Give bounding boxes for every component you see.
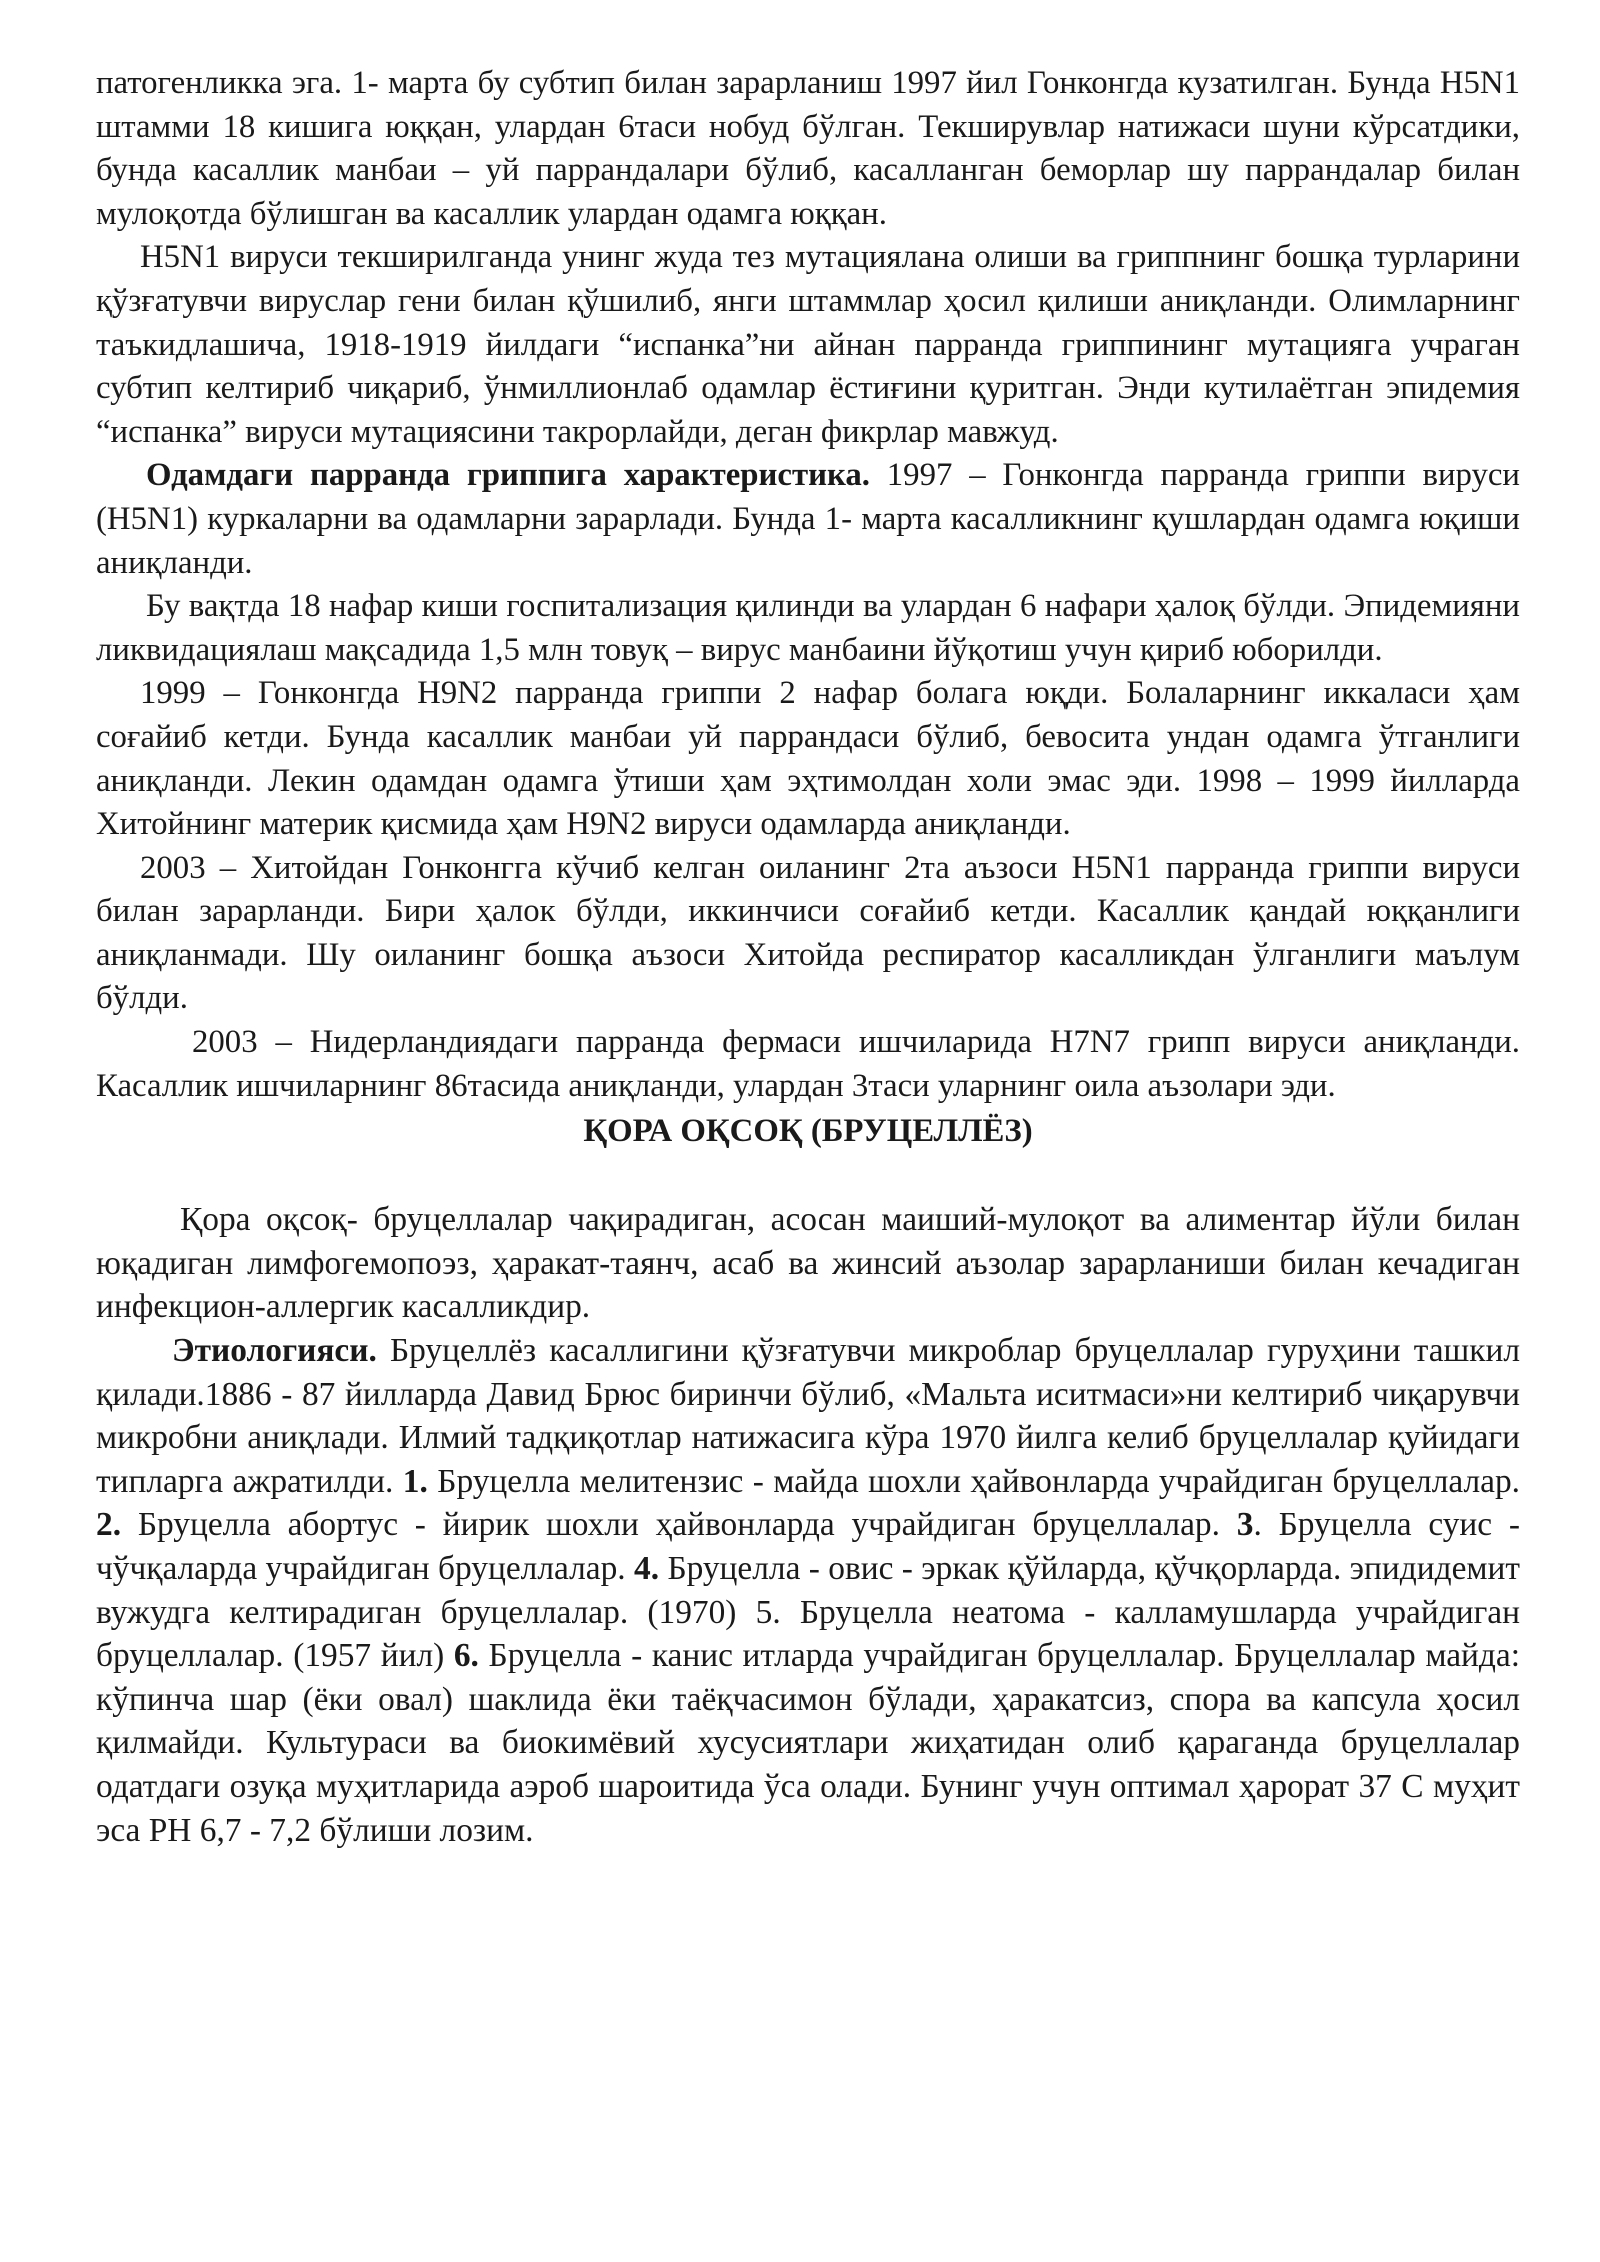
paragraph-text: H5N1 вируси текширилганда унинг жуда тез мутациялана олиши ва гриппнинг бошқа турларини қўзғатувчи вируслар гени билан қўшилиб, янги штаммлар ҳосил қилиши аниқланди. Олимларнинг таъкидлашича, 1918-1919 йилдаги “испанка”ни айнан парранда гриппининг мутацияга учраган субтип келтириб чиқариб, ўнмиллионлаб одамлар ёстиғини қуритган. Энди кутилаётган эпидемия “испанка” вируси мутациясини такрорлайди, деган фикрлар мавжуд. [96,239,1520,450]
paragraph-brucellosis-definition [96,1198,1520,1329]
paragraph-1999-h9n2 [96,672,1520,846]
etiology-number-3: 3 [1236,1506,1254,1544]
etiology-label: Этиологияси. [172,1332,377,1370]
paragraph-heading-bold: Одамдаги парранда гриппига характеристика. [146,457,870,494]
paragraph-text: 2003 – Хитойдан Гонконгга кўчиб келган оиланинг 2та аъзоси H5N1 парранда гриппи вируси билан зарарланди. Бири ҳалок бўлди, иккинчиси соғайиб кетди. Касаллик қандай юққанлиги аниқланмади. Шу оиланинг бошқа аъзоси Хитойда респиратор касалликдан ўлганлиги маълум бўлди. [96,849,1520,1017]
paragraph-text: 1997 – Гонконгда парранда гриппи вируси (H5N1) куркаларни ва одамларни зарарлади. Бунда 1- марта касалликнинг қушлардан одамга юқиши аниқланди. [96,457,1520,581]
brucellosis-section [96,1198,1520,1852]
paragraph-text: патогенликка эга. 1- марта бу субтип билан зарарланиш 1997 йил Гонконгда кузатилган. Бунда H5N1 штамми 18 кишига юққан, улардан 6таси нобуд бўлган. Текширувлар натижаси шуни кўрсатдики, бунда касаллик манбаи – уй паррандалари бўлиб, касалланган беморлар шу паррандалар билан мулоқотда бўлишган ва касаллик улардан одамга юққан. [96,65,1520,232]
paragraph-etiology [96,1329,1520,1852]
etiology-text-4: . Бруцелла суис - чўчқаларда учрайдиган бруцеллалар. [96,1506,1520,1587]
etiology-text-6: Бруцелла - канис итларда учрайдиган бруцеллалар. Бруцеллалар майда: кўпинча шар (ёки овал) шаклида ёки таёқчасимон бўлади, ҳаракатсиз, спора ва капсула ҳосил қилмайди. Культураси ва биокимёвий хусусиятлари жиҳатидан олиб қараганда бруцеллалар одатдаги озуқа муҳитларида аэроб шароитида ўса олади. Бунинг учун оптимал ҳарорат 37 С муҳит эса РН 6,7 - 7,2 бўлиши лозим. [96,1637,1520,1849]
paragraph-text: 2003 – Нидерландиядаги парранда фермаси ишчиларида H7N7 грипп вируси аниқланди. Касаллик ишчиларнинг 86тасида аниқланди, улардан 3таси уларнинг оила аъзолари эди. [96,1024,1520,1104]
document-page [96,62,1520,1852]
etiology-number-1: 1. [402,1462,428,1500]
etiology-text-2: Бруцелла мелитензис - майда шохли ҳайвонларда учрайдиган бруцеллалар. [427,1462,1521,1500]
etiology-text-5: Бруцелла - овис - эркак қўйларда, қўчқорларда. эпидидемит вужудга келтирадиган бруцеллалар. (1970) 5. Бруцелла неатома - калламушларда учрайдиган бруцеллалар. (1957 йил) [96,1550,1520,1675]
paragraph-text: Қора оқсоқ- бруцеллалар чақирадиган, асосан маиший-мулоқот ва алиментар йўли билан юқадиган лимфогемопоэз, ҳаракат-таянч, асаб ва жинсий аъзолар зарарланиши билан кечадиган инфекцион-аллергик касалликдир. [96,1201,1520,1326]
paragraph-2003-netherlands [96,1021,1520,1108]
etiology-number-2: 2. [96,1506,122,1544]
paragraph-text: 1999 – Гонконгда H9N2 парранда гриппи 2 нафар болага юқди. Болаларнинг иккаласи ҳам соғайиб кетди. Бунда касаллик манбаи уй паррандаси бўлиб, бевосита ундан одамга ўтганлиги аниқланди. Лекин одамдан одамга ўтиши ҳам эҳтимолдан холи эмас эди. 1998 – 1999 йилларда Хитойнинг материк қисмида ҳам H9N2 вируси одамларда аниқланди. [96,675,1520,843]
paragraph-2003-china [96,847,1520,1021]
etiology-number-4: 4. [634,1550,660,1587]
etiology-text-3: Бруцелла абортус - йирик шохли ҳайвонларда учрайдиган бруцеллалар. [121,1506,1237,1544]
paragraph-text: Бу вақтда 18 нафар киши госпитализация қилинди ва улардан 6 нафари ҳалоқ бўлди. Эпидемияни ликвидациялаш мақсадида 1,5 млн товуқ – вирус манбаини йўқотиш учун қириб юборилди. [96,588,1520,668]
etiology-text-1: Бруцеллёз касаллигини қўзғатувчи микроблар бруцеллалар гуруҳини ташкил қилади.1886 - 87 йилларда Давид Брюс биринчи бўлиб, «Мальта иситмаси»ни келтириб чиқарувчи микробни аниқлади. Илмий тадқиқотлар натижасига кўра 1970 йилга келиб бруцеллалар қуйидаги типларга ажратилди. [96,1332,1520,1500]
paragraph-hospitalization [96,585,1520,672]
paragraph-characteristic [96,454,1520,585]
paragraph-h5n1-1997 [96,62,1520,236]
paragraph-h5n1-mutation [96,236,1520,454]
etiology-number-6: 6. [453,1637,479,1675]
section-title-brucellosis: ҚОРА ОҚСОҚ (БРУЦЕЛЛЁЗ) [583,1113,1033,1150]
